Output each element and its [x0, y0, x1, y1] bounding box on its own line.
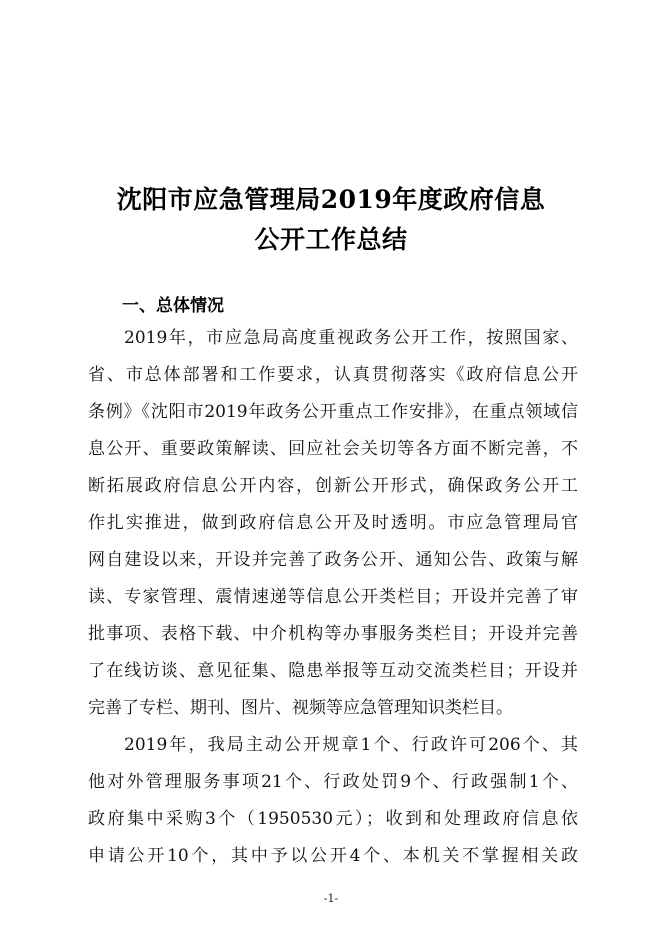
- paragraph-1-line: 完善了专栏、期刊、图片、视频等应急管理知识类栏目。: [88, 698, 513, 718]
- paragraph-2-line: 申请公开10个，其中予以公开4个、本机关不掌握相关政: [88, 846, 578, 866]
- paragraph-2-line: 他对外管理服务事项21个、行政处罚9个、行政强制1个、: [88, 772, 578, 792]
- paragraph-1-line: 读、专家管理、震情速递等信息公开类栏目；开设并完善了审: [88, 587, 578, 607]
- paragraph-1-line: 了在线访谈、意见征集、隐患举报等互动交流类栏目；开设并: [88, 661, 578, 681]
- paragraph-1-line: 息公开、重要政策解读、回应社会关切等各方面不断完善，不: [88, 439, 578, 459]
- paragraph-1-line: 省、市总体部署和工作要求，认真贯彻落实《政府信息公开: [88, 365, 578, 385]
- document-title-line-1: 沈阳市应急管理局2019年度政府信息: [116, 185, 546, 214]
- paragraph-2-line: 政府集中采购3个（1950530元）；收到和处理政府信息依: [88, 809, 578, 829]
- document-title-line-2: 公开工作总结: [254, 225, 408, 254]
- paragraph-1-line: 批事项、表格下载、中介机构等办事服务类栏目；开设并完善: [88, 624, 578, 644]
- paragraph-1-line: 断拓展政府信息公开内容，创新公开形式，确保政务公开工: [88, 476, 578, 496]
- paragraph-1-line: 网自建设以来，开设并完善了政务公开、通知公告、政策与解: [88, 550, 578, 570]
- paragraph-1-line: 条例》《沈阳市2019年政务公开重点工作安排》，在重点领域信: [88, 402, 578, 422]
- paragraph-1-line: 2019年，市应急局高度重视政务公开工作，按照国家、: [124, 328, 578, 348]
- paragraph-1-line: 作扎实推进，做到政府信息公开及时透明。市应急管理局官: [88, 513, 578, 533]
- section-heading: 一、总体情况: [122, 296, 224, 316]
- paragraph-2-line: 2019年，我局主动公开规章1个、行政许可206个、其: [124, 735, 578, 755]
- page-number: -1-: [323, 892, 339, 905]
